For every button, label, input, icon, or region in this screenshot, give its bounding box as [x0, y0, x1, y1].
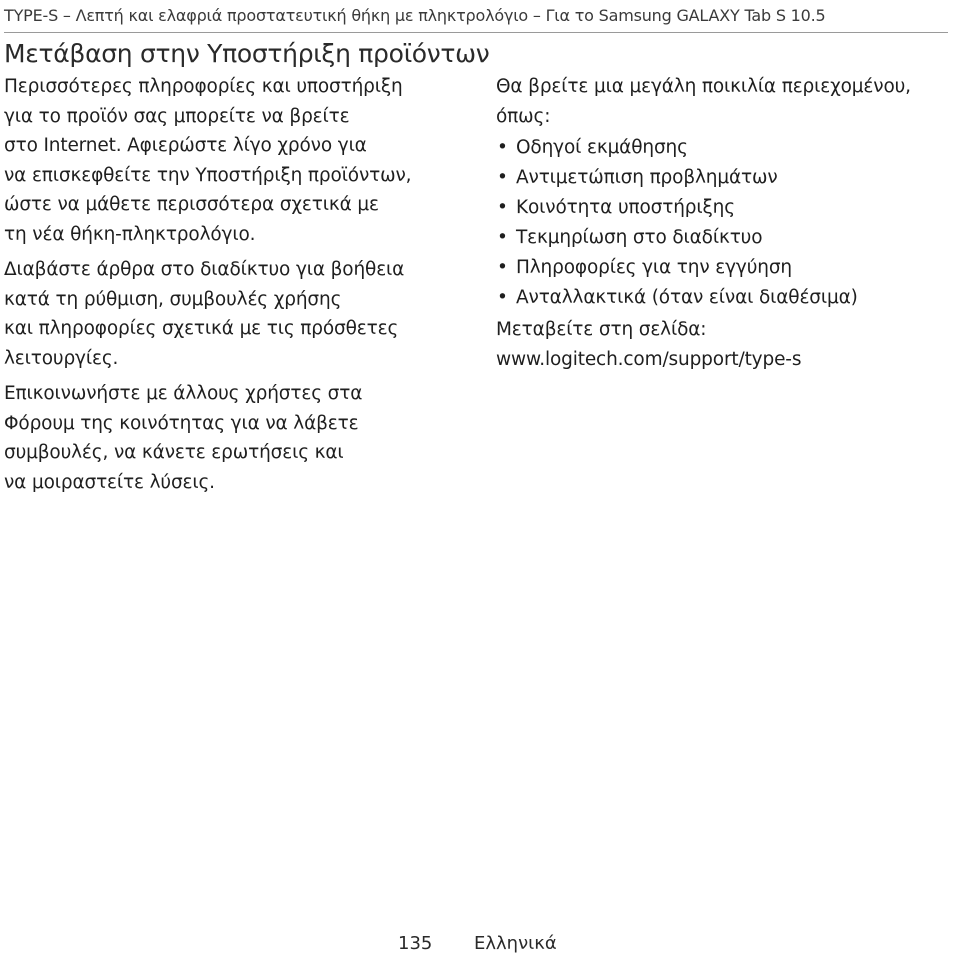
- content-intro: Θα βρείτε μια μεγάλη ποικιλία περιεχομένου, όπως:: [496, 76, 911, 127]
- section-title: Μετάβαση στην Υποστήριξη προϊόντων: [4, 39, 490, 68]
- list-item-spare-parts: • Ανταλλακτικά (όταν είναι διαθέσιμα): [496, 283, 956, 313]
- page-number: 135: [398, 933, 433, 954]
- content-list: [496, 133, 956, 313]
- list-item-online-documentation: • Τεκμηρίωση στο διαδίκτυο: [496, 223, 956, 253]
- support-url: www.logitech.com/support/type-s: [496, 348, 802, 370]
- list-item-tutorials: • Οδηγοί εκμάθησης: [496, 133, 956, 163]
- document-header: TYPE-S – Λεπτή και ελαφριά προστατευτική θήκη με πληκτρολόγιο – Για το Samsung GALAXY Tab S 10.5: [4, 4, 948, 33]
- visit-label: Μεταβείτε στη σελίδα:: [496, 319, 707, 340]
- right-column: [496, 72, 956, 374]
- left-column: [4, 72, 472, 503]
- page-footer: [0, 932, 960, 956]
- articles-paragraph: Διαβάστε άρθρα στο διαδίκτυο για βοήθεια κατά τη ρύθμιση, συμβουλές χρήσης και πληροφορίες σχετικά με τις πρόσθετες λειτουργίες.: [4, 259, 405, 369]
- list-item-support-community: • Κοινότητα υποστήριξης: [496, 193, 956, 223]
- language-label: Ελληνικά: [474, 933, 557, 954]
- list-item-warranty-info: • Πληροφορίες για την εγγύηση: [496, 253, 956, 283]
- intro-paragraph: Περισσότερες πληροφορίες και υποστήριξη για το προϊόν σας μπορείτε να βρείτε στο Internet. Αφιερώστε λίγο χρόνο για να επισκεφθείτε την Υποστήριξη προϊόντων, ώστε να μάθετε περισσότερα σχετικά με τη νέα θήκη-πληκτρολόγιο.: [4, 76, 412, 245]
- list-item-troubleshooting: • Αντιμετώπιση προβλημάτων: [496, 163, 956, 193]
- community-paragraph: Επικοινωνήστε με άλλους χρήστες στα Φόρουμ της κοινότητας για να λάβετε συμβουλές, να κάνετε ερωτήσεις και να μοιραστείτε λύσεις.: [4, 383, 363, 493]
